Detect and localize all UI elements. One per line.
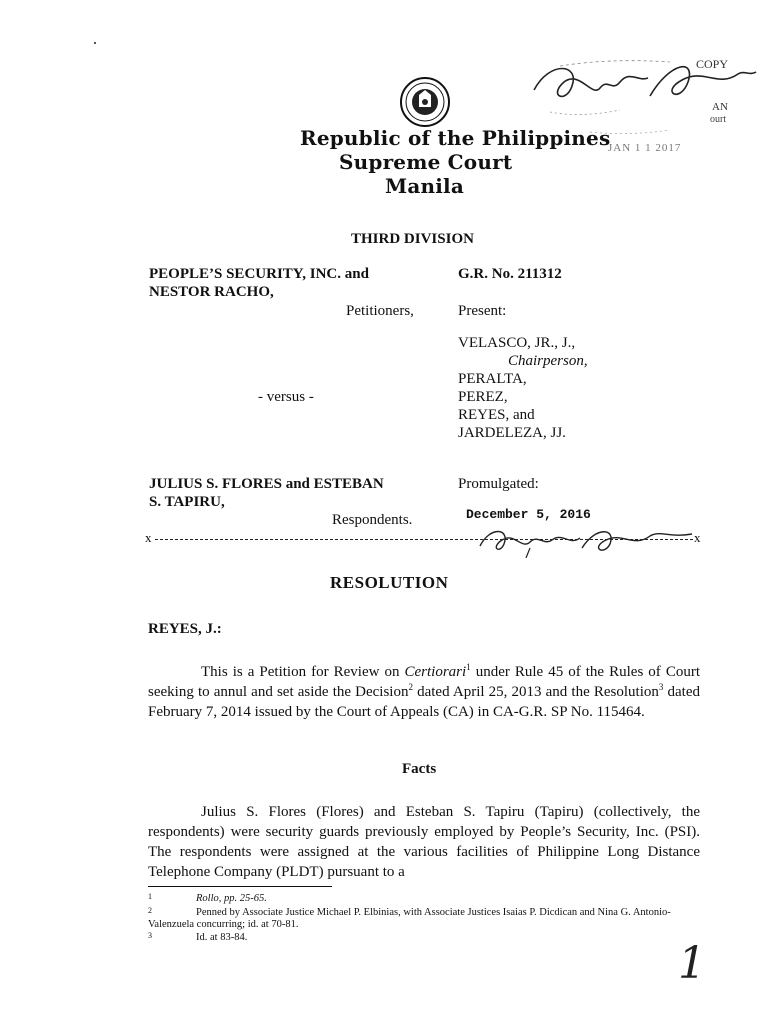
justice-chairperson: Chairperson, bbox=[508, 353, 588, 369]
division-heading: THIRD DIVISION bbox=[351, 231, 474, 247]
petitioners-names-2: NESTOR RACHO, bbox=[149, 284, 274, 300]
promulgated-date: December 5, 2016 bbox=[466, 507, 591, 522]
paragraph-facts: Julius S. Flores (Flores) and Esteban S. Tapiru (Tapiru) (collectively, the respondents) were security guards previously employed by People’s Security, Inc. (PSI). The respondents were assigned at the various facilities of Philippine Long Distance Telephone Company (PLDT) pursuant to a bbox=[148, 804, 700, 880]
header-manila: Manila bbox=[385, 174, 464, 198]
stamp-an-text: AN bbox=[712, 101, 728, 113]
header-republic: Republic of the Philippines bbox=[300, 126, 611, 150]
separator-right-x: x bbox=[694, 530, 701, 545]
petitioners-names-1: PEOPLE’S SECURITY, INC. and bbox=[149, 266, 369, 282]
justice-peralta: PERALTA, bbox=[458, 371, 527, 387]
respondents-names-2: S. TAPIRU, bbox=[149, 494, 225, 510]
stamp-ourt-text: ourt bbox=[710, 114, 727, 125]
stamp-date-text: JAN 1 1 2017 bbox=[608, 142, 682, 154]
respondents-role: Respondents. bbox=[332, 512, 413, 528]
footnote-rule bbox=[148, 886, 332, 887]
paragraph-intro: This is a Petition for Review on Certiorari$^1$ under Rule 45 of the Rules of Court seeking to annul and set aside the Decision$^2$ dated April 25, 2013 and the Resolution$^3$ dated February 7, 2014 issued by the Court of Appeals (CA) in CA-G.R. SP No. 115464. bbox=[148, 662, 700, 720]
supreme-court-seal-icon bbox=[399, 76, 451, 128]
facts-heading: Facts bbox=[402, 761, 437, 777]
separator-left-x: x bbox=[145, 530, 152, 545]
document-title: RESOLUTION bbox=[330, 573, 449, 592]
clerk-signature-mark bbox=[470, 522, 700, 558]
page-number: 1 bbox=[678, 938, 706, 989]
versus-label: - versus - bbox=[258, 389, 314, 405]
petitioners-role: Petitioners, bbox=[346, 303, 414, 319]
justice-jardeleza: JARDELEZA, JJ. bbox=[458, 425, 566, 441]
justice-velasco: VELASCO, JR., J., bbox=[458, 335, 576, 351]
respondents-names-1: JULIUS S. FLORES and ESTEBAN bbox=[149, 476, 384, 492]
scan-dot bbox=[94, 42, 96, 44]
promulgated-label: Promulgated: bbox=[458, 476, 539, 492]
justice-perez: PEREZ, bbox=[458, 389, 508, 405]
justice-reyes: REYES, and bbox=[458, 407, 535, 423]
stamp-copy-text: COPY bbox=[696, 57, 729, 71]
gr-number: G.R. No. 211312 bbox=[458, 266, 562, 282]
present-label: Present: bbox=[458, 303, 507, 319]
ponente: REYES, J.: bbox=[148, 621, 222, 637]
header-supreme-court: Supreme Court bbox=[339, 150, 513, 174]
